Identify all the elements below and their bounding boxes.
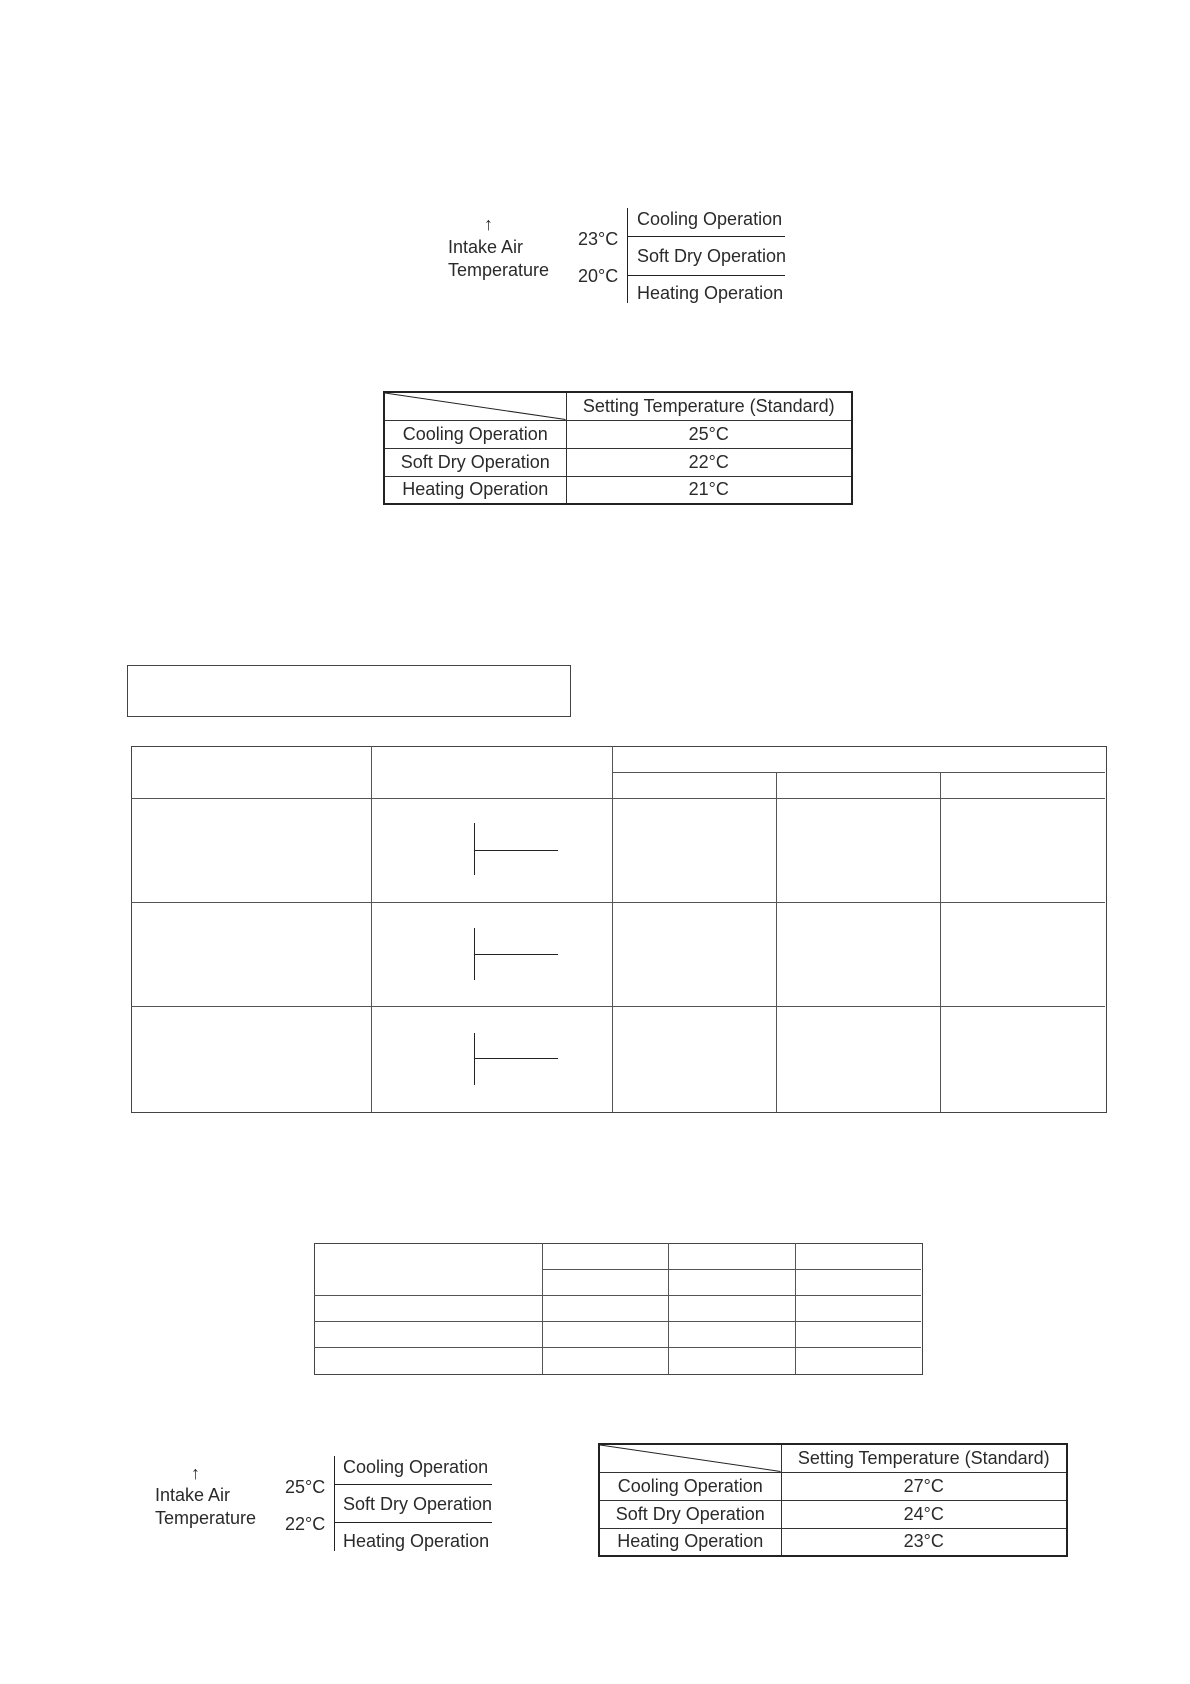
zone-heating: Heating Operation	[343, 1531, 490, 1551]
diagram-label-line1: Intake Air	[155, 1485, 231, 1505]
row-mode: Soft Dry Operation	[599, 1500, 781, 1528]
empty-title-box	[127, 665, 571, 717]
row-mode: Cooling Operation	[384, 420, 566, 448]
threshold-upper: 25°C	[285, 1477, 326, 1497]
row-mode: Heating Operation	[599, 1528, 781, 1556]
diagonal-header-cell	[384, 392, 566, 420]
up-arrow-icon: ↑	[191, 1463, 200, 1483]
table-header: Setting Temperature (Standard)	[781, 1444, 1067, 1472]
zone-heating: Heating Operation	[637, 283, 784, 303]
row-temp: 22°C	[566, 448, 852, 476]
zone-soft-dry: Soft Dry Operation	[637, 246, 787, 266]
row-mode: Heating Operation	[384, 476, 566, 504]
zone-soft-dry: Soft Dry Operation	[343, 1494, 493, 1514]
setting-temp-table-bottom	[598, 1443, 1068, 1557]
threshold-lower: 22°C	[285, 1514, 326, 1534]
row-temp: 25°C	[566, 420, 852, 448]
row-temp: 24°C	[781, 1500, 1067, 1528]
threshold-lower: 20°C	[578, 266, 619, 286]
up-arrow-icon: ↑	[484, 214, 493, 234]
row-mode: Soft Dry Operation	[384, 448, 566, 476]
diagram-label-line2: Temperature	[155, 1508, 257, 1528]
diagram-label-line1: Intake Air	[448, 237, 524, 257]
row-temp: 27°C	[781, 1472, 1067, 1500]
zone-cooling: Cooling Operation	[637, 209, 783, 229]
threshold-upper: 23°C	[578, 229, 619, 249]
setting-temp-table-top	[383, 391, 853, 505]
table-header: Setting Temperature (Standard)	[566, 392, 852, 420]
diagonal-header-cell	[599, 1444, 781, 1472]
row-temp: 23°C	[781, 1528, 1067, 1556]
row-temp: 21°C	[566, 476, 852, 504]
diagram-label-line2: Temperature	[448, 260, 550, 280]
row-mode: Cooling Operation	[599, 1472, 781, 1500]
zone-cooling: Cooling Operation	[343, 1457, 489, 1477]
